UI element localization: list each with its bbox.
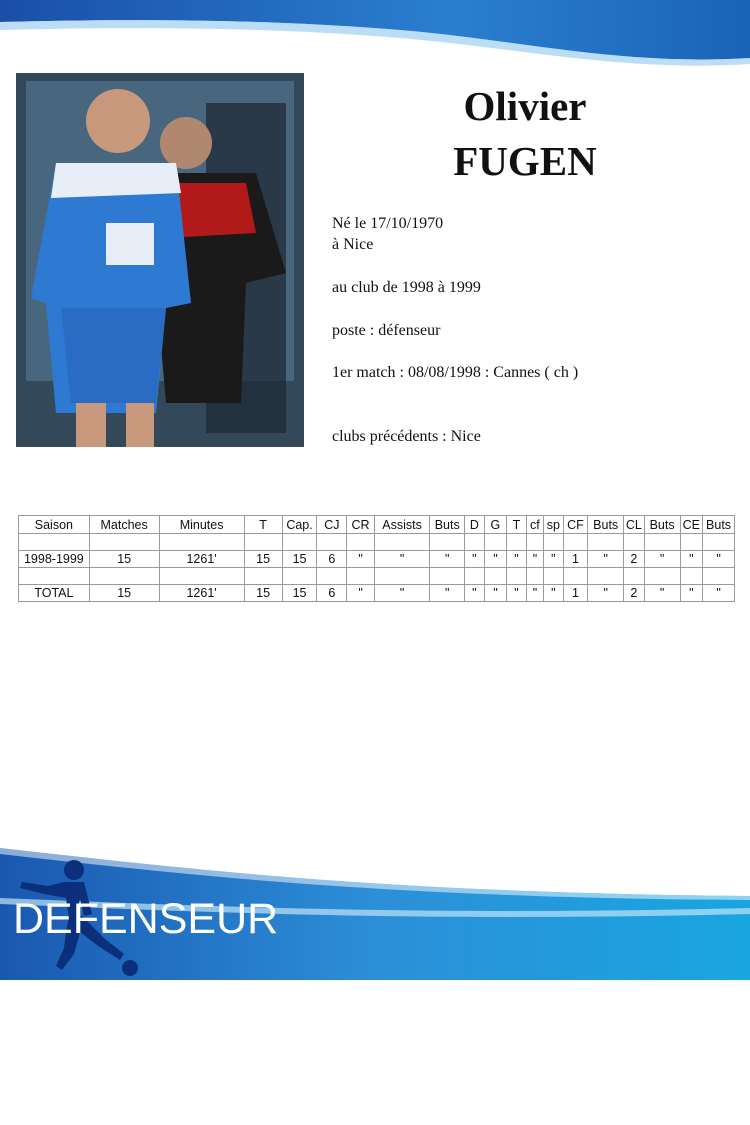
table-cell <box>526 534 543 551</box>
table-cell <box>544 534 563 551</box>
table-cell: 15 <box>89 585 159 602</box>
table-cell: 15 <box>244 585 282 602</box>
table-cell: 1261' <box>159 585 244 602</box>
table-cell <box>19 568 90 585</box>
table-cell <box>89 534 159 551</box>
table-row <box>19 534 735 551</box>
table-cell <box>644 534 680 551</box>
table-cell <box>347 568 375 585</box>
table-cell <box>703 534 735 551</box>
table-row <box>19 568 735 585</box>
table-cell <box>526 568 543 585</box>
table-cell: 1 <box>563 585 588 602</box>
table-cell: 1 <box>563 551 588 568</box>
stats-header-cell: CJ <box>317 516 347 534</box>
table-cell: " <box>588 551 624 568</box>
table-cell <box>159 568 244 585</box>
player-photo <box>16 73 304 447</box>
stats-header-cell: T <box>507 516 526 534</box>
table-cell: " <box>588 585 624 602</box>
stats-header-cell: CR <box>347 516 375 534</box>
table-cell <box>317 568 347 585</box>
table-cell: 1998-1999 <box>19 551 90 568</box>
stats-header-cell: G <box>484 516 507 534</box>
table-cell <box>430 534 465 551</box>
table-cell <box>244 534 282 551</box>
table-cell: " <box>644 585 680 602</box>
table-cell: " <box>507 585 526 602</box>
stats-header-cell: CL <box>624 516 645 534</box>
stats-header-cell: Buts <box>703 516 735 534</box>
table-row <box>19 585 735 602</box>
previous-clubs: clubs précédents : Nice <box>332 428 481 445</box>
table-cell <box>484 568 507 585</box>
table-cell: " <box>644 551 680 568</box>
table-cell: " <box>430 585 465 602</box>
table-cell <box>507 568 526 585</box>
table-cell <box>244 568 282 585</box>
table-cell <box>588 534 624 551</box>
table-cell <box>282 534 317 551</box>
table-cell <box>680 534 703 551</box>
table-cell: " <box>374 551 429 568</box>
stats-header-cell: CE <box>680 516 703 534</box>
stats-header-cell: Minutes <box>159 516 244 534</box>
table-cell: " <box>484 551 507 568</box>
top-wave-decoration <box>0 0 750 80</box>
stats-header-cell: Saison <box>19 516 90 534</box>
table-cell: " <box>347 551 375 568</box>
table-cell <box>282 568 317 585</box>
table-cell: " <box>703 551 735 568</box>
table-cell: " <box>526 585 543 602</box>
table-cell: " <box>544 585 563 602</box>
table-cell <box>507 534 526 551</box>
table-cell <box>374 568 429 585</box>
table-row <box>19 551 735 568</box>
table-cell <box>484 534 507 551</box>
player-last-name: FUGEN <box>453 138 597 184</box>
table-cell <box>680 568 703 585</box>
stats-header-cell: cf <box>526 516 543 534</box>
table-cell: " <box>484 585 507 602</box>
stats-header-row <box>19 516 735 534</box>
table-cell <box>19 534 90 551</box>
table-cell: 6 <box>317 585 347 602</box>
table-cell <box>563 534 588 551</box>
stats-header-cell: Buts <box>430 516 465 534</box>
table-cell: 6 <box>317 551 347 568</box>
stats-header-cell: Cap. <box>282 516 317 534</box>
table-cell: " <box>347 585 375 602</box>
table-cell: 1261' <box>159 551 244 568</box>
table-cell: 15 <box>89 551 159 568</box>
table-cell <box>374 534 429 551</box>
position: poste : défenseur <box>332 322 441 339</box>
table-cell: " <box>526 551 543 568</box>
table-cell: " <box>680 585 703 602</box>
stats-table <box>18 515 735 602</box>
stats-header-cell: D <box>465 516 484 534</box>
birth-place: à Nice <box>332 236 374 253</box>
table-cell: " <box>680 551 703 568</box>
player-first-name: Olivier <box>463 83 587 129</box>
table-cell: " <box>703 585 735 602</box>
stats-header-cell: Buts <box>644 516 680 534</box>
table-cell: 15 <box>282 585 317 602</box>
table-cell: " <box>430 551 465 568</box>
birth-date: Né le 17/10/1970 <box>332 215 444 232</box>
table-cell: 15 <box>282 551 317 568</box>
stats-header-cell: Assists <box>374 516 429 534</box>
position-banner: DEFENSEUR <box>13 895 279 943</box>
table-cell: " <box>465 585 484 602</box>
table-cell: TOTAL <box>19 585 90 602</box>
table-cell: " <box>544 551 563 568</box>
table-cell <box>644 568 680 585</box>
table-cell <box>317 534 347 551</box>
first-match: 1er match : 08/08/1998 : Cannes ( ch ) <box>332 364 579 381</box>
club-period: au club de 1998 à 1999 <box>332 279 481 296</box>
table-cell <box>430 568 465 585</box>
table-cell <box>347 534 375 551</box>
table-cell: 2 <box>624 551 645 568</box>
table-cell <box>465 568 484 585</box>
table-cell <box>563 568 588 585</box>
table-cell <box>624 568 645 585</box>
table-cell <box>89 568 159 585</box>
table-cell <box>544 568 563 585</box>
table-cell <box>703 568 735 585</box>
table-cell: " <box>465 551 484 568</box>
table-cell <box>159 534 244 551</box>
stats-header-cell: Matches <box>89 516 159 534</box>
table-cell: 2 <box>624 585 645 602</box>
table-cell: 15 <box>244 551 282 568</box>
stats-header-cell: sp <box>544 516 563 534</box>
table-cell <box>588 568 624 585</box>
table-cell <box>465 534 484 551</box>
stats-header-cell: T <box>244 516 282 534</box>
table-cell: " <box>374 585 429 602</box>
table-cell <box>624 534 645 551</box>
stats-header-cell: Buts <box>588 516 624 534</box>
table-cell: " <box>507 551 526 568</box>
stats-header-cell: CF <box>563 516 588 534</box>
